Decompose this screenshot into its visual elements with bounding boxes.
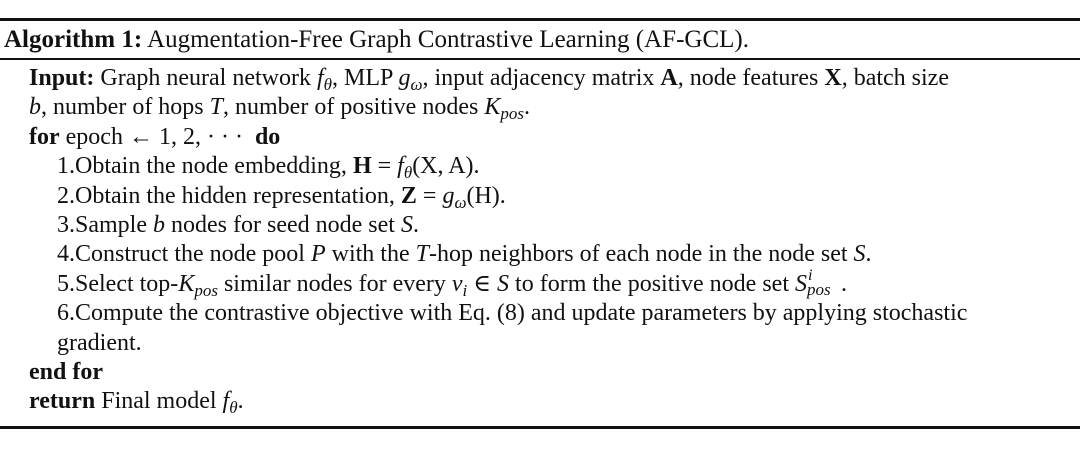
positive-set-symbol: S xyxy=(795,270,807,297)
algorithm-caption xyxy=(4,24,749,56)
batch-size-symbol: b xyxy=(153,211,165,238)
matrix-a-symbol: A xyxy=(660,65,678,91)
algorithm-label: Algorithm 1: xyxy=(4,26,143,53)
input-line-1 xyxy=(29,64,1077,93)
hops-symbol: T xyxy=(415,241,429,268)
input-text-4: , node features xyxy=(677,65,819,91)
algorithm-body xyxy=(29,64,1077,417)
step-3-line xyxy=(29,211,1077,240)
seed-set-symbol: S xyxy=(853,241,866,268)
i-subscript: i xyxy=(462,280,468,300)
step-6-line-2 xyxy=(29,329,1077,358)
z-symbol: Z xyxy=(400,182,417,209)
step-2-args: (H). xyxy=(466,182,506,209)
hops-symbol: T xyxy=(209,94,224,121)
batch-size-symbol: b xyxy=(29,94,41,121)
k-symbol: K xyxy=(484,94,501,121)
algorithm-title: Augmentation-Free Graph Contrastive Learning (AF-GCL). xyxy=(147,26,749,53)
pool-symbol: P xyxy=(310,241,326,268)
v-i-symbol xyxy=(451,270,468,300)
theta-subscript: θ xyxy=(323,75,332,94)
step-5-line xyxy=(29,266,1077,300)
step-5-text-a: 5.Select top- xyxy=(57,270,179,297)
pos-subscript: pos xyxy=(194,280,218,300)
g-omega-symbol xyxy=(398,65,423,94)
step-4-line xyxy=(29,240,1077,269)
f-theta-return xyxy=(222,388,238,418)
step-3-text-b: nodes for seed node set xyxy=(171,211,395,238)
return-line xyxy=(29,387,1077,416)
step-6-text-b: gradient. xyxy=(57,329,142,356)
positive-set-scripts xyxy=(807,266,841,299)
pos-subscript: pos xyxy=(807,279,831,299)
step-5-period: . xyxy=(841,270,847,297)
f-theta-symbol xyxy=(316,65,332,94)
step-3-period: . xyxy=(412,211,419,238)
element-of-sign: ∈ xyxy=(473,270,492,297)
seed-set-symbol: S xyxy=(400,211,413,238)
pos-subscript: pos xyxy=(500,104,524,124)
input-text-1: Graph neural network xyxy=(100,65,311,91)
end-for-line xyxy=(29,358,1077,387)
middle-rule xyxy=(0,58,1080,60)
g-symbol: g xyxy=(398,65,411,91)
bottom-rule xyxy=(0,426,1080,429)
matrix-x-symbol: X xyxy=(824,65,842,91)
i-superscript: i xyxy=(808,266,813,284)
step-5-text-b: similar nodes for every xyxy=(223,270,446,297)
v-symbol: v xyxy=(451,270,463,297)
return-period: . xyxy=(237,388,244,415)
g-symbol: g xyxy=(442,182,455,209)
k-symbol: K xyxy=(178,270,195,297)
equals-sign: = xyxy=(371,153,398,180)
step-4-text-a: 4.Construct the node pool xyxy=(57,241,305,268)
step-4-text-c: -hop neighbors of each node in the node set xyxy=(429,241,848,268)
input-period: . xyxy=(523,94,530,121)
equals-sign: = xyxy=(416,182,443,209)
step-1-text: 1.Obtain the node embedding, xyxy=(57,153,347,180)
step-6-line-1 xyxy=(29,299,1077,328)
return-keyword: return xyxy=(29,388,96,415)
step-6-text-a: 6.Compute the contrastive objective with Eq. (8) and update parameters by applying stochastic xyxy=(57,300,968,327)
theta-subscript: θ xyxy=(403,163,413,183)
step-4-text-b: with the xyxy=(331,241,410,268)
step-1-args: (X, A). xyxy=(412,153,480,180)
h-symbol: H xyxy=(352,153,372,180)
do-keyword: do xyxy=(254,123,281,150)
g-omega-step2 xyxy=(442,182,467,212)
input-line-2 xyxy=(29,93,1077,122)
for-line xyxy=(29,123,1077,152)
step-4-period: . xyxy=(865,241,872,268)
step-1-line xyxy=(29,152,1077,181)
input-text-6: , number of hops xyxy=(41,94,204,121)
step-3-text-a: 3.Sample xyxy=(57,211,147,238)
input-text-3: , input adjacency matrix xyxy=(422,65,655,91)
end-for-keyword: end for xyxy=(29,358,103,385)
f-symbol: f xyxy=(397,153,404,180)
seed-set-symbol: S xyxy=(497,270,510,297)
step-2-text: 2.Obtain the hidden representation, xyxy=(57,182,395,209)
return-text: Final model xyxy=(101,388,217,415)
omega-subscript: ω xyxy=(410,75,423,94)
k-pos-step5 xyxy=(178,270,218,300)
omega-subscript: ω xyxy=(454,192,467,212)
input-text-2: , MLP xyxy=(332,65,393,91)
theta-subscript: θ xyxy=(229,398,238,418)
input-text-5: , batch size xyxy=(841,65,949,91)
k-pos-symbol xyxy=(484,94,524,124)
step-5-text-d: to form the positive node set xyxy=(515,270,789,297)
input-text-7: , number of positive nodes xyxy=(223,94,479,121)
f-symbol: f xyxy=(222,388,230,415)
for-keyword: for xyxy=(29,123,60,150)
top-rule xyxy=(0,18,1080,21)
f-symbol: f xyxy=(316,65,324,91)
f-theta-step1 xyxy=(397,153,413,183)
step-2-line xyxy=(29,182,1077,211)
input-keyword: Input: xyxy=(29,65,95,91)
for-range: epoch ← 1, 2, · · · xyxy=(65,123,243,150)
